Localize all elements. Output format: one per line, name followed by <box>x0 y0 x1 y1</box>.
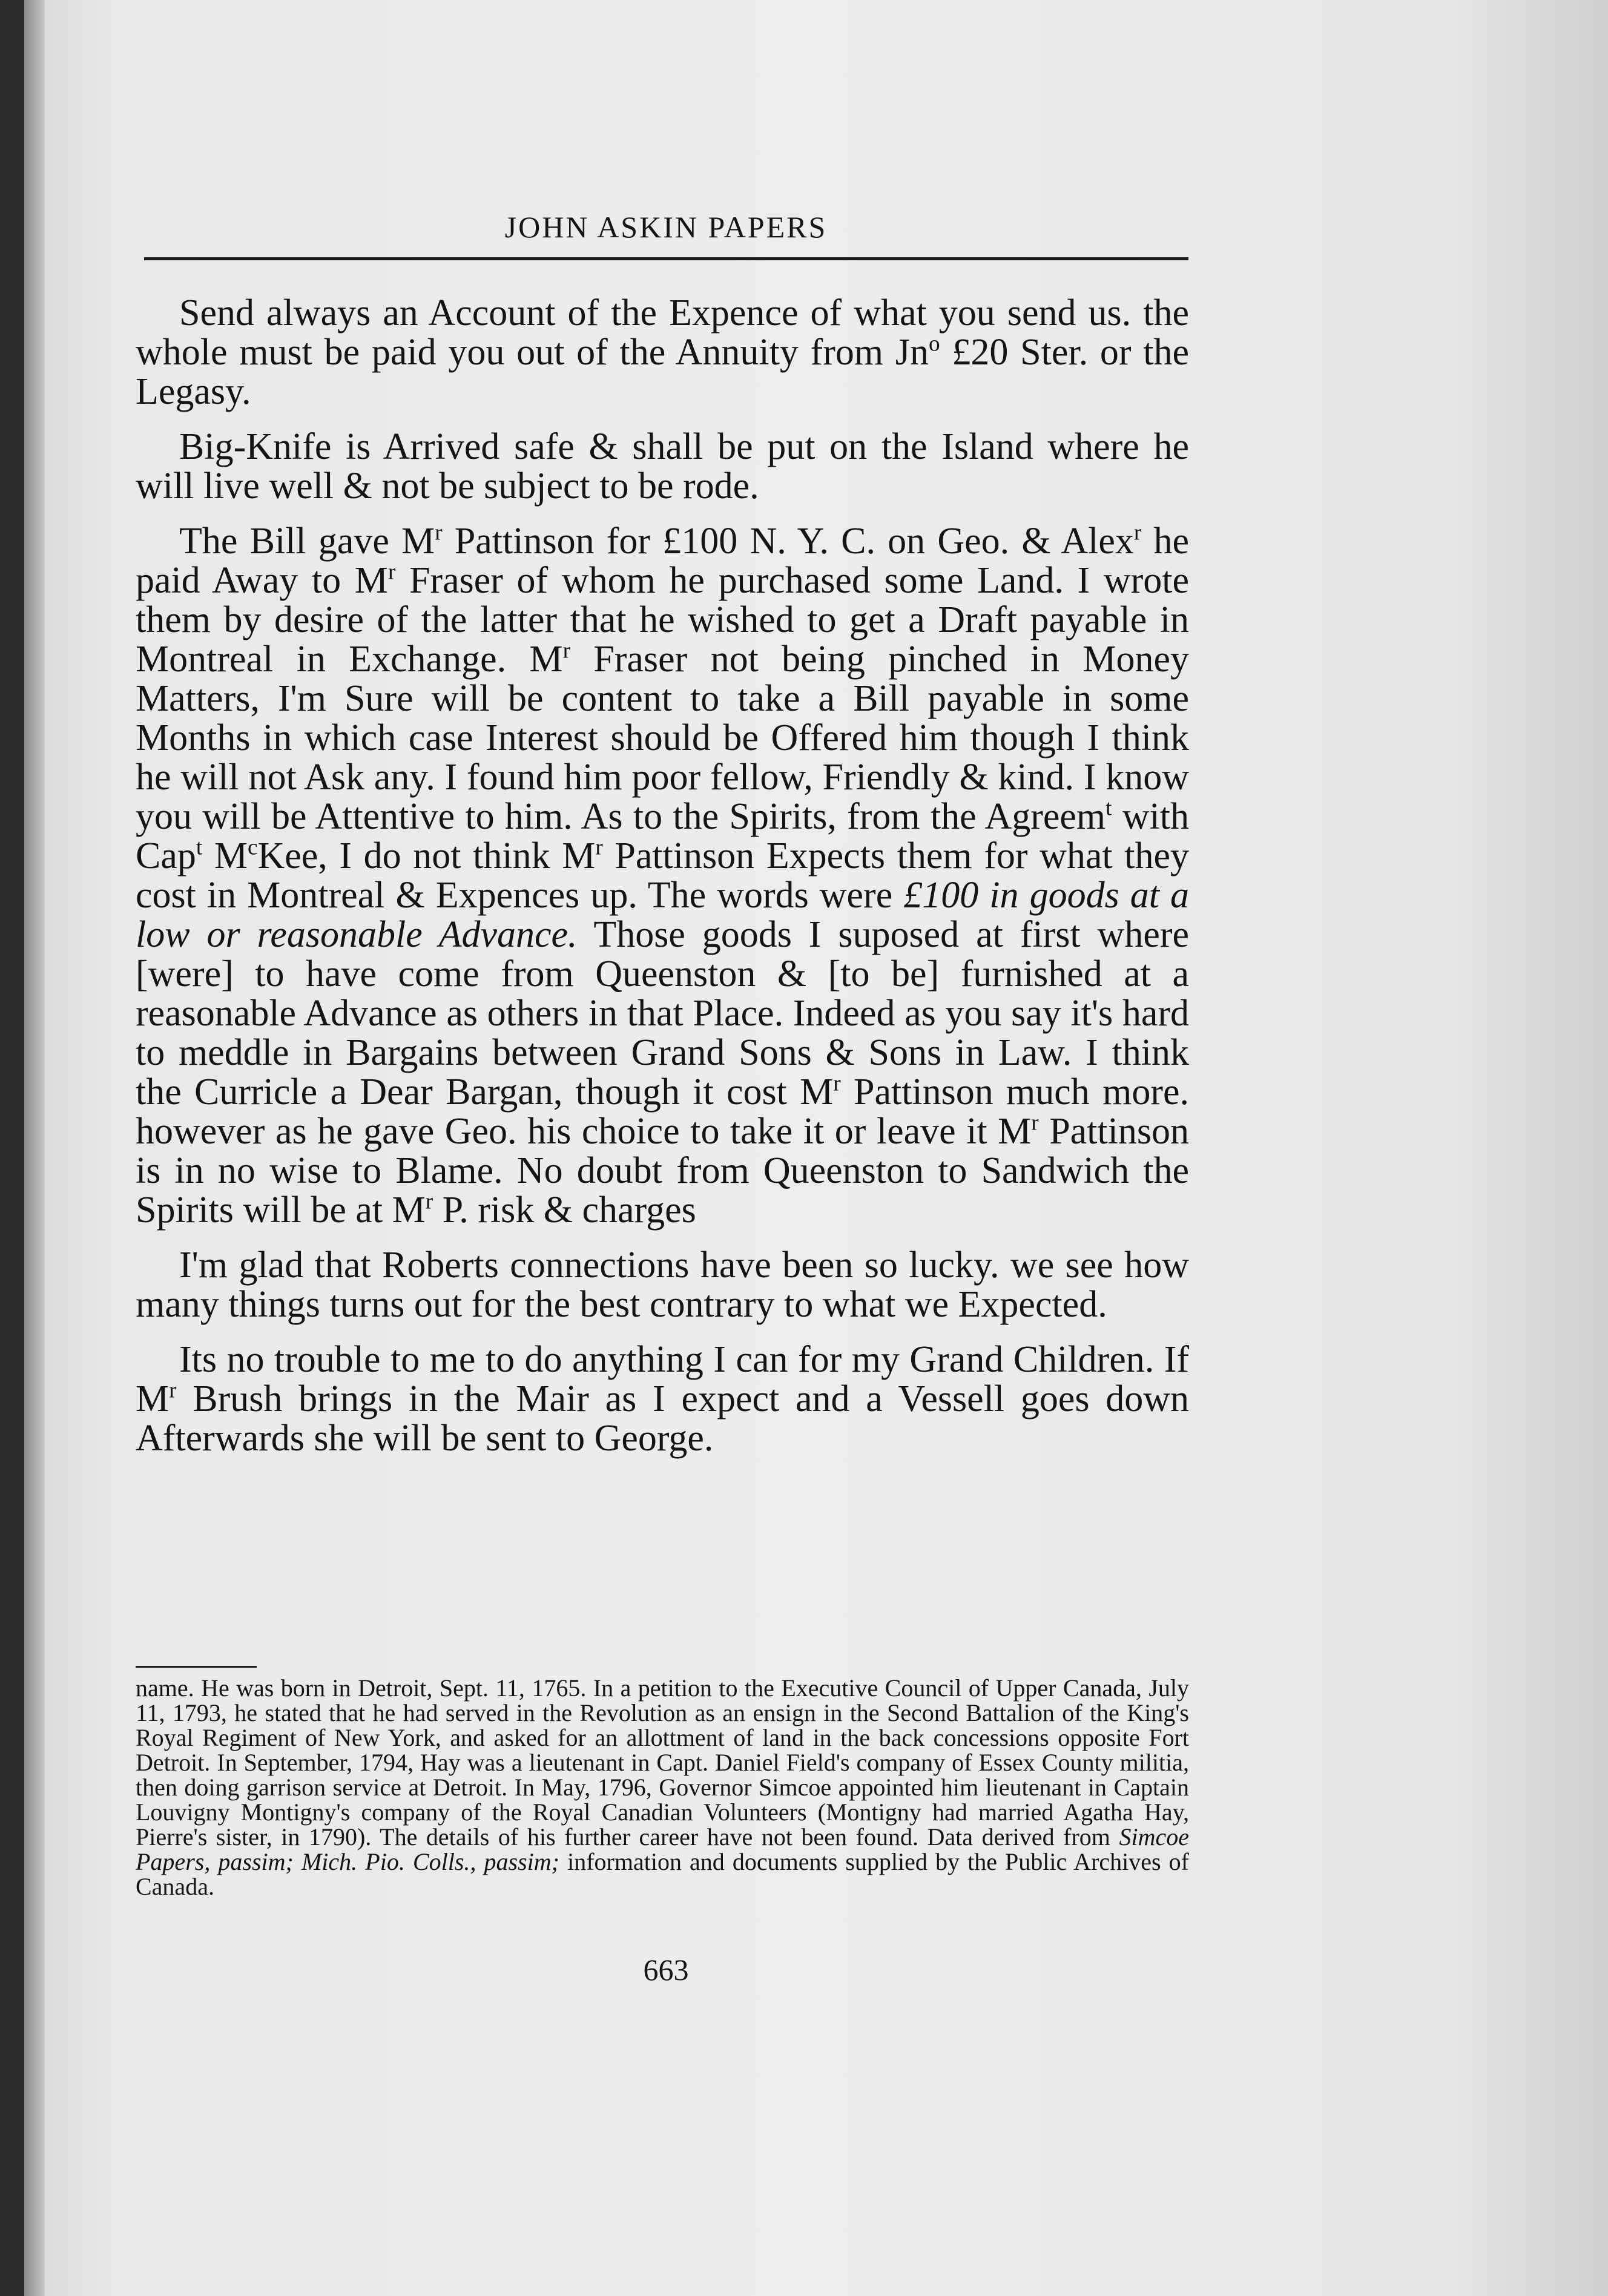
superscript: t <box>196 835 203 860</box>
superscript: r <box>562 638 570 663</box>
superscript: r <box>1031 1110 1039 1136</box>
text-run: £20 Ster. or the Legasy. <box>136 332 1190 412</box>
book-page <box>24 0 1608 2296</box>
paragraph-p2 <box>136 427 1189 506</box>
paragraph-p5 <box>136 1340 1189 1458</box>
superscript: r <box>833 1071 841 1096</box>
text-run: Fraser not being pinched in Money Matters, I'm Sure will be content to take a Bill payable in some Months in which case Interest should be Offered him though I think he will not Ask any. I found him poor fellow, Friendly & kind. I know you will be Attentive to him. As to the Spirits, from the Agreem <box>136 639 1190 837</box>
text-run: P. risk & charges <box>433 1189 696 1231</box>
superscript: r <box>425 1189 433 1214</box>
text-run: Those goods I suposed at first where [were] to have come from Queenston & [to be] furnished at a reasonable Advance as others in that Place. Indeed as you say it's hard to meddle in Bargains between Grand Sons & Sons in Law. I think the Curricle a Dear Bargan, though it cost M <box>136 914 1190 1113</box>
text-run: information and documents supplied by the Public Archives of Canada. <box>136 1848 1189 1900</box>
superscript: r <box>1133 520 1142 545</box>
text-run: Pattinson Expects them for what they cost in Montreal & Expences up. The words were <box>136 835 1189 916</box>
text-run: Fraser of whom he purchased some Land. I wrote them by desire of the latter that he wished to get a Draft payable in Montreal in Exchange. M <box>136 560 1189 680</box>
text-run: with Cap <box>136 796 1189 877</box>
paragraph-p1 <box>136 294 1189 412</box>
text-run: Big-Knife is Arrived safe & shall be put on the Island where he will live well & not be subject to be rode. <box>136 426 1189 507</box>
text-run: Kee, I do not think M <box>257 835 596 877</box>
running-header: JOHN ASKIN PAPERS <box>504 210 828 244</box>
paragraph-p3 <box>136 522 1189 1230</box>
letter-body <box>136 294 1189 1474</box>
text-run: Pattinson much more. however as he gave Geo. his choice to take it or leave it M <box>136 1071 1189 1152</box>
text-run: Pattinson is in no wise to Blame. No doubt from Queenston to Sandwich the Spirits will be at M <box>136 1111 1189 1231</box>
superscript: r <box>595 835 603 860</box>
superscript: o <box>929 331 940 357</box>
page-number: 663 <box>643 1953 689 1987</box>
superscript: c <box>247 835 258 860</box>
italic-text: Simcoe Papers, passim; Mich. Pio. Colls., passim; <box>136 1823 1189 1875</box>
header-rule <box>144 257 1188 260</box>
text-run: I'm glad that Roberts connections have been so lucky. we see how many things turns out for the best contrary to what we Expected. <box>136 1245 1189 1325</box>
text-run: Send always an Account of the Expence of what you send us. the whole must be paid you out of the Annuity from Jn <box>136 292 1189 373</box>
superscript: r <box>169 1378 177 1403</box>
text-run: name. He was born in Detroit, Sept. 11, 1765. In a petition to the Executive Council of Upper Canada, July 11, 1793, he stated that he had served in the Revolution as an ensign in the Second Battalion of the King's Royal Regiment of New York, and asked for an allottment of land in the back concessions opposite Fort Detroit. In September, 1794, Hay was a lieutenant in Capt. Daniel Field's company of Essex County militia, then doing garrison service at Detroit. In May, 1796, Governor Simcoe appointed him lieutenant in Captain Louvigny Montigny's company of the Royal Canadian Volunteers (Montigny had married Agatha Hay, Pierre's sister, in 1790). The details of his further career have not been found. Data derived from <box>136 1674 1189 1850</box>
footnote-rule <box>136 1666 257 1668</box>
superscript: r <box>387 559 396 585</box>
superscript: t <box>1106 795 1112 821</box>
text-run: he paid Away to M <box>136 521 1189 601</box>
paragraph-p4 <box>136 1246 1189 1324</box>
italic-text: £100 in goods at a low or reasonable Advance. <box>136 875 1189 955</box>
footnote-text <box>136 1676 1189 1899</box>
text-run: Its no trouble to me to do anything I can for my Grand Children. If M <box>136 1339 1189 1419</box>
footnote-block <box>136 1676 1189 1899</box>
text-run: The Bill gave M <box>179 521 435 562</box>
text-run: Pattinson for £100 N. Y. C. on Geo. & Alex <box>442 521 1134 562</box>
text-run: M <box>202 835 248 877</box>
superscript: r <box>435 520 443 545</box>
text-run: Brush brings in the Mair as I expect and a Vessell goes down Afterwards she will be sent to George. <box>136 1378 1189 1459</box>
